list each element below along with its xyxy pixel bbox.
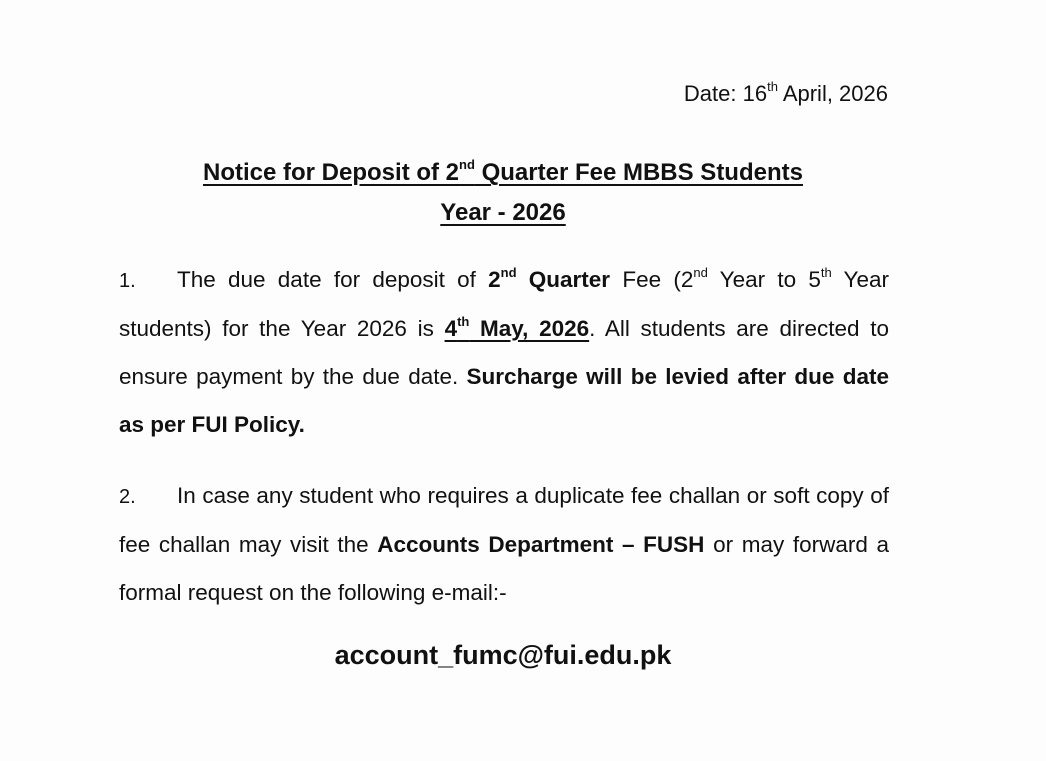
due-date-month-year: May, 2026 (469, 316, 590, 341)
notice-date (684, 80, 888, 108)
paragraph-1-text-5: . All students are directed to ensure payment by the due date. (119, 316, 889, 389)
paragraph-1-quarter-sup: nd (500, 264, 517, 280)
title-line-1-sup: nd (459, 157, 475, 172)
paragraph-1-number: 1. (119, 270, 136, 292)
notice-subtitle (0, 198, 1006, 228)
paragraph-2-text-1: In case any student who requires a duplicate fee challan or soft copy of fee challan may visit the (119, 483, 889, 557)
paragraph-1-text-1: The due date for deposit of (177, 267, 489, 292)
accounts-department: Accounts Department – FUSH (377, 532, 705, 557)
date-sup: th (767, 78, 778, 94)
paragraph-2-number: 2. (119, 486, 136, 508)
contact-email: account_fumc@fui.edu.pk (334, 640, 672, 670)
due-date (444, 313, 590, 341)
due-date-sup: th (457, 313, 470, 329)
title-line-1-suffix: Quarter Fee MBBS Students (474, 159, 803, 186)
paragraph-1-text-4: Year students) for the Year 2026 is (119, 267, 890, 341)
title-line-1 (203, 159, 803, 186)
paragraph-1-quarter-word: Quarter (516, 267, 611, 292)
title-line-1-prefix: Notice for Deposit of 2 (203, 159, 460, 186)
date-prefix: Date: 16 (683, 81, 768, 106)
paragraph-2 (119, 472, 889, 617)
paragraph-1-text-3: Year to 5 (707, 267, 821, 292)
paragraph-1 (119, 256, 889, 449)
paragraph-2-text-2: or may forward a formal request on the following e-mail:- (119, 532, 889, 605)
notice-title (0, 158, 1006, 188)
paragraph-1-sup-3: th (820, 264, 832, 280)
due-date-day: 4 (444, 316, 458, 341)
date-suffix: April, 2026 (777, 81, 888, 106)
title-line-2: Year - 2026 (440, 199, 566, 226)
surcharge-notice: Surcharge will be levied after due date as per FUI Policy. (119, 364, 889, 437)
paragraph-1-text-2: Fee (2 (610, 267, 694, 292)
paragraph-1-quarter (488, 264, 611, 292)
paragraph-1-sup-2: nd (693, 264, 708, 280)
paragraph-1-quarter-num: 2 (488, 267, 501, 292)
